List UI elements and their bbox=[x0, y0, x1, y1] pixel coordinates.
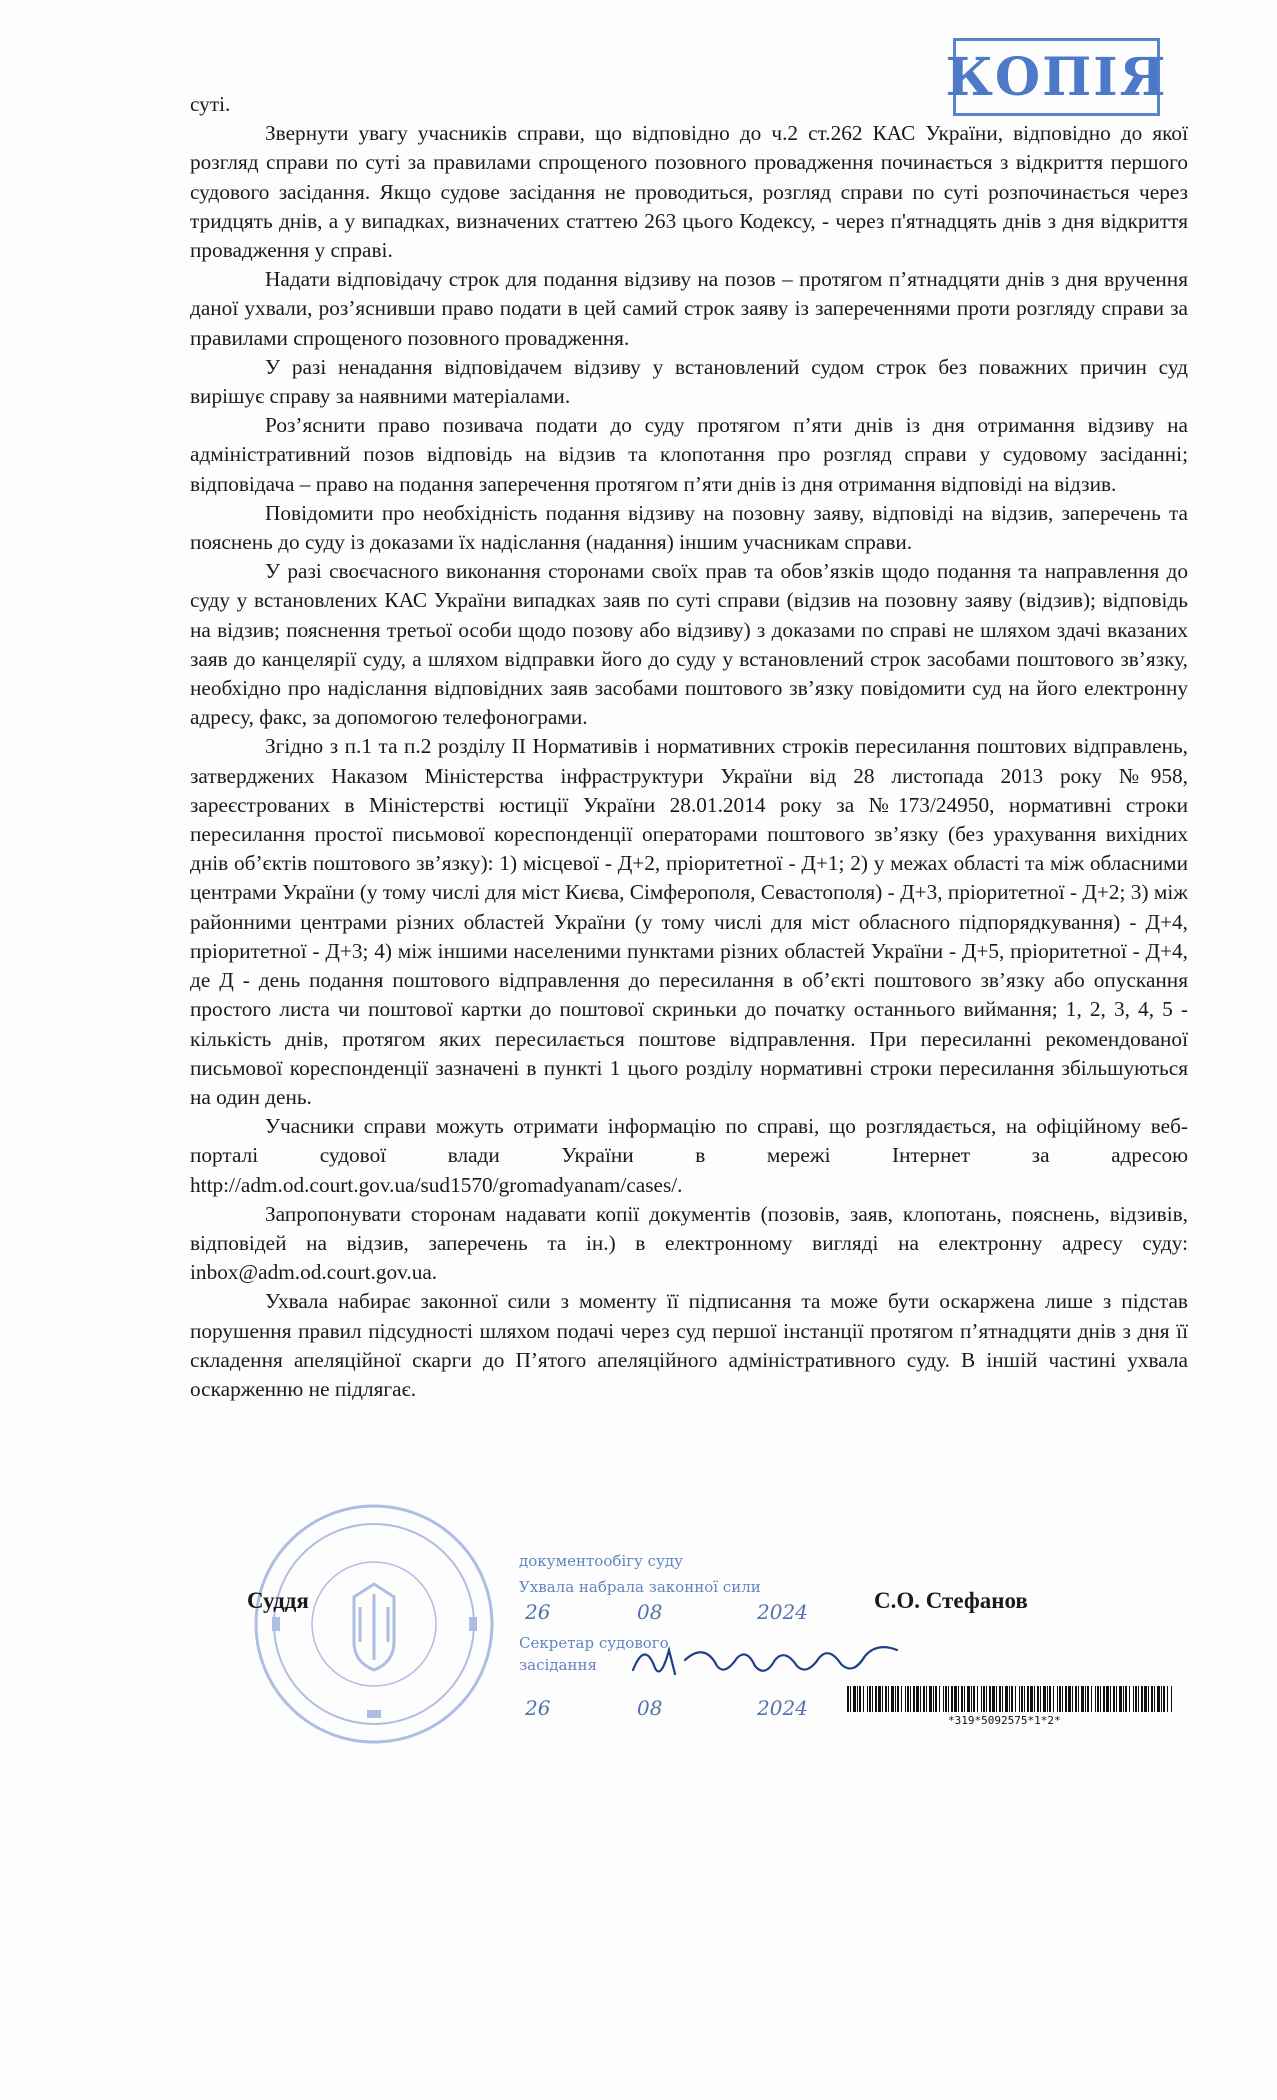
barcode-bar bbox=[1078, 1686, 1079, 1712]
barcode-bar bbox=[891, 1686, 894, 1712]
barcode-bar bbox=[1119, 1686, 1122, 1712]
barcode-bar bbox=[996, 1686, 997, 1712]
barcode-bar bbox=[958, 1686, 959, 1712]
barcode-bar bbox=[1085, 1686, 1086, 1712]
barcode-bar bbox=[933, 1686, 934, 1712]
barcode-bar bbox=[929, 1686, 932, 1712]
barcode-bar bbox=[1154, 1686, 1155, 1712]
barcode-bar bbox=[910, 1686, 911, 1712]
barcode-bar bbox=[1097, 1686, 1099, 1712]
barcode-bar bbox=[951, 1686, 953, 1712]
barcode-bar bbox=[1103, 1686, 1105, 1712]
judge-label: Суддя bbox=[247, 1588, 309, 1613]
barcode-bar bbox=[867, 1686, 868, 1712]
barcode-bar bbox=[989, 1686, 991, 1712]
barcode-bar bbox=[1015, 1686, 1016, 1712]
barcode-bar bbox=[1163, 1686, 1165, 1712]
barcode-bar bbox=[973, 1686, 975, 1712]
barcode-bar bbox=[875, 1686, 877, 1712]
force-stamp-date1-month: 08 bbox=[637, 1600, 663, 1624]
barcode-bar bbox=[1019, 1686, 1020, 1712]
paragraph-postal-filing: У разі своєчасного виконання сторонами своїх прав та обов’язків щодо подання та направлення до суду у встановлених КАС України випадках заяв по суті справи (відзив на позовну заяву (відзив); відповідь на відзив; пояснення третьої особи щодо позову або відзиву) з доказами по справі не шляхом здачі вказаних заяв до канцелярії суду, а шляхом відправки його до суду у встановлений строк засобами поштового зв’язку, необхідно про надіслання відповідних заяв засобами поштового зв’язку повідомити суд на його електронну адресу, факс, за допомогою телефонограми. bbox=[190, 559, 1188, 730]
force-stamp-line4: засідання bbox=[519, 1656, 597, 1674]
barcode-bar bbox=[943, 1686, 944, 1712]
barcode-icon bbox=[847, 1686, 1175, 1712]
barcode-bar bbox=[869, 1686, 871, 1712]
barcode-bar bbox=[850, 1686, 851, 1712]
barcode-bar bbox=[916, 1686, 919, 1712]
barcode-bar bbox=[1095, 1686, 1096, 1712]
barcode-bar bbox=[872, 1686, 873, 1712]
barcode-bar bbox=[1009, 1686, 1010, 1712]
force-stamp-line1: документообігу суду bbox=[519, 1552, 683, 1570]
paragraph-web-portal: Учасники справи можуть отримати інформацію по справі, що розглядається, на офіційному веб-порталі судової влади України в мережі Інтернет за адресою http://adm.od.court.gov.ua/sud1570/gromadyanam/cases/. bbox=[190, 1114, 1188, 1197]
barcode-bar bbox=[1047, 1686, 1048, 1712]
barcode-bar bbox=[983, 1686, 985, 1712]
barcode-bar bbox=[981, 1686, 982, 1712]
barcode-bar bbox=[857, 1686, 858, 1712]
barcode-bar bbox=[853, 1686, 856, 1712]
paragraph-hearing-notice: Звернути увагу учасників справи, що відповідно до ч.2 ст.262 КАС України, відповідно до якої розгляд справи по суті за правилами спрощеного позовного провадження починається з відкриття першого судового засідання. Якщо судове засідання не проводиться, розгляд справи по суті розпочинається через тридцять днів, а у випадках, визначених статтею 263 цього Кодексу, - через п'ятнадцять днів з дня відкриття провадження у справі. bbox=[190, 121, 1188, 263]
barcode-bar bbox=[926, 1686, 927, 1712]
barcode-bar bbox=[1057, 1686, 1058, 1712]
barcode-bar bbox=[939, 1686, 940, 1712]
barcode-bar bbox=[1138, 1686, 1139, 1712]
barcode-bar bbox=[1116, 1686, 1117, 1712]
force-stamp-line3: Секретар судового bbox=[519, 1634, 669, 1652]
barcode-bar bbox=[1024, 1686, 1025, 1712]
barcode-bar bbox=[1135, 1686, 1137, 1712]
paragraph-postal-norms: Згідно з п.1 та п.2 розділу II Нормативів і нормативних строків пересилання поштових відправлень, затверджених Наказом Міністерства інфраструктури України від 28 листопада 2013 року №958, зареєстрованих в Міністерстві юстиції України 28.01.2014 року за №173/24950, нормативні строки пересилання простої письмової кореспонденції операторами поштового зв’язку (без урахування вихідних днів об’єктів поштового зв’язку): 1) місцевої - Д+2, пріоритетної - Д+1; 2) у межах області та між обласними центрами України (у тому числі для міст Києва, Сімферополя, Севастополя) - Д+3, пріоритетної - Д+2; 3) між районними центрами різних областей України (у тому числі для міст обласного підпорядкування) - Д+4, пріоритетної - Д+3; 4) між іншими населеними пунктами різних областей України - Д+5, пріоритетної - Д+4, де Д - день подання поштового відправлення до пересилання в об’єкті поштового зв’язку або опускання простого листа чи поштової картки до поштової скриньки до початку останнього виймання; 1, 2, 3, 4, 5 - кількість днів, протягом яких пересилається поштове відправлення. При пересиланні рекомендованої письмової кореспонденції зазначені в пункті 1 цього розділу нормативні строки пересилання збільшуються на один день. bbox=[190, 734, 1188, 1109]
barcode-bar bbox=[1129, 1686, 1130, 1712]
barcode-bar bbox=[1081, 1686, 1084, 1712]
paragraph-filing-notice: Повідомити про необхідність подання відзиву на позовну заяву, відповіді на відзив, заперечень та пояснень до суду із доказами їх надіслання (надання) іншим учасникам справи. bbox=[190, 500, 1188, 555]
barcode-bar bbox=[1171, 1686, 1172, 1712]
paragraph-entry-into-force: Ухвала набирає законної сили з моменту її підписання та може бути оскаржена лише з підстав порушення правил підсудності шляхом подачі через суд першої інстанції протягом п’ятнадцяти днів з дня її складення апеляційної скарги до П’ятого апеляційного адміністративного суду. В іншій частині ухвала оскарженню не підлягає. bbox=[190, 1289, 1188, 1401]
barcode-bar bbox=[888, 1686, 889, 1712]
barcode-bar bbox=[967, 1686, 970, 1712]
barcode-bar bbox=[1049, 1686, 1051, 1712]
barcode-bar bbox=[913, 1686, 915, 1712]
force-stamp-date1-year: 2024 bbox=[757, 1600, 808, 1624]
barcode-number: *319*5092575*1*2* bbox=[948, 1714, 1061, 1727]
barcode-bar bbox=[1011, 1686, 1013, 1712]
barcode-bar bbox=[964, 1686, 965, 1712]
barcode-bar bbox=[1053, 1686, 1054, 1712]
barcode-bar bbox=[905, 1686, 906, 1712]
force-stamp-date2-month: 08 bbox=[637, 1696, 663, 1720]
barcode-bar bbox=[977, 1686, 978, 1712]
barcode-bar bbox=[1065, 1686, 1067, 1712]
force-stamp-date1-day: 26 bbox=[525, 1600, 551, 1624]
barcode-bar bbox=[1123, 1686, 1124, 1712]
barcode-bar bbox=[1106, 1686, 1109, 1712]
barcode-bar bbox=[961, 1686, 963, 1712]
barcode-bar bbox=[882, 1686, 883, 1712]
barcode-bar bbox=[1087, 1686, 1089, 1712]
ruling-body bbox=[190, 90, 1188, 1404]
judge-name: С.О. Стефанов bbox=[874, 1588, 1028, 1613]
barcode-bar bbox=[999, 1686, 1001, 1712]
barcode-bar bbox=[1075, 1686, 1077, 1712]
barcode-bar bbox=[897, 1686, 899, 1712]
barcode-bar bbox=[948, 1686, 949, 1712]
barcode-bar bbox=[863, 1686, 864, 1712]
paragraph-no-response: У разі ненадання відповідачем відзиву у встановлений судом строк без поважних причин суд вирішує справу за наявними матеріалами. bbox=[190, 354, 1188, 409]
barcode-bar bbox=[1125, 1686, 1127, 1712]
barcode-bar bbox=[954, 1686, 957, 1712]
barcode-bar bbox=[885, 1686, 887, 1712]
barcode-bar bbox=[1151, 1686, 1153, 1712]
barcode-bar bbox=[992, 1686, 995, 1712]
barcode-bar bbox=[1043, 1686, 1046, 1712]
barcode-bar bbox=[895, 1686, 896, 1712]
force-stamp-date2-day: 26 bbox=[525, 1696, 551, 1720]
paragraph-response-deadline: Надати відповідачу строк для подання відзиву на позов – протягом п’ятнадцяти днів з дня вручення даної ухвали, роз’яснивши право подати в цей самий строк заяву із запереченнями проти розгляду справи за правилами спрощеного позовного провадження. bbox=[190, 267, 1188, 350]
paragraph-continuation: суті. bbox=[190, 92, 231, 116]
barcode-bar bbox=[1068, 1686, 1071, 1712]
barcode-bar bbox=[859, 1686, 861, 1712]
force-stamp-line2: Ухвала набрала законної сили bbox=[519, 1578, 761, 1596]
paragraph-electronic-copies: Запропонувати сторонам надавати копії документів (позовів, заяв, клопотань, пояснень, відзивів, відповідей на відзив, заперечень та ін.) в електронному вигляді на електронну адресу суду: inbox@adm.od.court.gov.ua. bbox=[190, 1201, 1188, 1285]
barcode-bar bbox=[1148, 1686, 1149, 1712]
barcode-bar bbox=[945, 1686, 947, 1712]
barcode-bar bbox=[901, 1686, 902, 1712]
barcode-bar bbox=[1141, 1686, 1143, 1712]
barcode-bar bbox=[920, 1686, 921, 1712]
force-stamp-date2-year: 2024 bbox=[757, 1696, 808, 1720]
barcode-bar bbox=[923, 1686, 925, 1712]
barcode-bar bbox=[1144, 1686, 1147, 1712]
handwritten-signature-icon bbox=[625, 1630, 905, 1690]
barcode-bar bbox=[1030, 1686, 1033, 1712]
barcode-bar bbox=[1037, 1686, 1039, 1712]
barcode-bar bbox=[1072, 1686, 1073, 1712]
barcode-bar bbox=[1133, 1686, 1134, 1712]
barcode-bar bbox=[907, 1686, 909, 1712]
barcode-bar bbox=[1034, 1686, 1035, 1712]
barcode-bar bbox=[986, 1686, 987, 1712]
barcode-bar bbox=[1167, 1686, 1168, 1712]
barcode-bar bbox=[1027, 1686, 1029, 1712]
barcode-bar bbox=[1062, 1686, 1063, 1712]
barcode-bar bbox=[847, 1686, 849, 1712]
barcode-bar bbox=[1021, 1686, 1023, 1712]
barcode-bar bbox=[1091, 1686, 1092, 1712]
barcode-bar bbox=[1005, 1686, 1008, 1712]
copy-stamp-label: КОПІЯ bbox=[945, 46, 1168, 108]
barcode-bar bbox=[1059, 1686, 1061, 1712]
barcode-bar bbox=[971, 1686, 972, 1712]
barcode-bar bbox=[1100, 1686, 1101, 1712]
barcode-bar bbox=[1110, 1686, 1111, 1712]
paragraph-plaintiff-rights: Роз’яснити право позивача подати до суду протягом п’яти днів із дня отримання відзиву на адміністративний позов відповідь на відзив та клопотання про розгляд справи у судовому засіданні; відповідача – право на подання заперечення протягом п’яти днів із дня отримання відповіді на відзив. bbox=[190, 413, 1188, 496]
barcode-bar bbox=[1002, 1686, 1003, 1712]
barcode-bar bbox=[878, 1686, 881, 1712]
barcode-bar bbox=[1040, 1686, 1041, 1712]
barcode-bar bbox=[1157, 1686, 1160, 1712]
barcode-bar bbox=[1161, 1686, 1162, 1712]
barcode-bar bbox=[1113, 1686, 1115, 1712]
barcode-bar bbox=[935, 1686, 937, 1712]
